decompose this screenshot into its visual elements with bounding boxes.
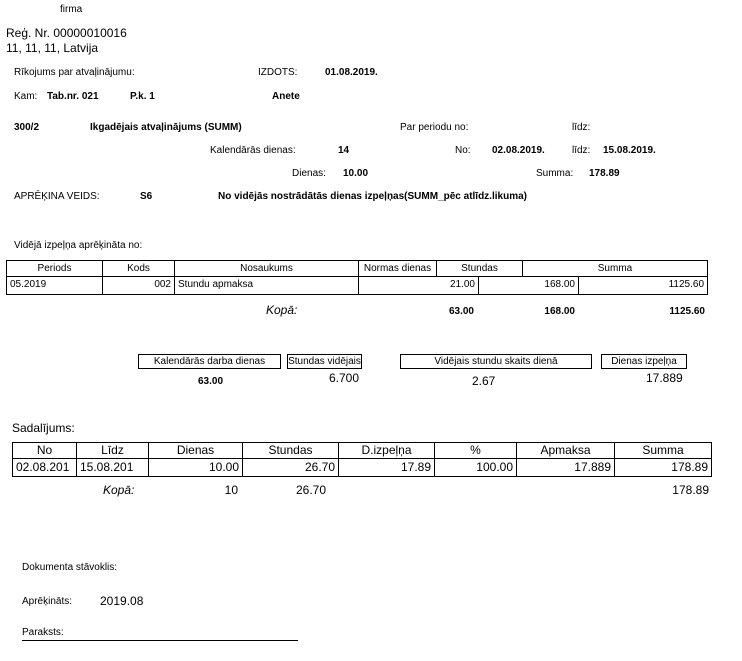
avg-cell-stundas: 168.00 [478, 277, 578, 295]
split-col-stundas: Stundas [242, 442, 338, 459]
reg-number: Reģ. Nr. 00000010016 [6, 26, 127, 40]
summary-hours-avg-header: Stundas vidējais [288, 356, 361, 367]
split-cell-dizpelna: 17.89 [338, 459, 434, 477]
split-col-summa: Summa [614, 442, 712, 459]
pk-number: P.k. 1 [130, 91, 155, 102]
summary-avg-hours-day-header: Vidējais stundu skaits dienā [400, 354, 592, 369]
vacation-type: Ikgadējais atvaļinājums (SUMM) [90, 122, 242, 133]
split-total-days: 10 [224, 483, 238, 497]
avg-total-summa: 1125.60 [669, 306, 705, 317]
calendar-days-value: 14 [338, 145, 350, 156]
split-title: Sadalījums: [12, 421, 75, 435]
to-date-label: līdz: [572, 145, 591, 156]
days-label: Dienas: [292, 168, 326, 179]
avg-total-normas: 63.00 [448, 306, 474, 317]
avg-cell-nosaukums: Stundu apmaksa [174, 277, 358, 295]
split-cell-stundas: 26.70 [242, 459, 338, 477]
split-cell-apmaksa: 17.889 [516, 459, 614, 477]
period-from-label: Par periodu no: [400, 122, 469, 133]
split-cell-lidz: 15.08.201 [76, 459, 148, 477]
period-to-label: līdz: [572, 122, 591, 133]
calendar-days-label: Kalendārās dienas: [210, 145, 296, 156]
to-label: Kam: [14, 91, 38, 102]
split-cell-summa: 178.89 [614, 459, 712, 477]
issued-label: IZDOTS: [258, 67, 298, 78]
split-col-apmaksa: Apmaksa [516, 442, 614, 459]
sum-value: 178.89 [589, 168, 620, 179]
summary-calendar-days-header: Kalendārās darba dienas [138, 354, 281, 369]
avg-cell-normas: 21.00 [358, 277, 478, 295]
avg-total-stundas: 168.00 [544, 306, 575, 317]
calculated-label: Aprēķināts: [22, 596, 73, 607]
split-col-dizpelna: D.izpeļņa [338, 442, 434, 459]
split-col-lidz: Līdz [76, 442, 148, 459]
avg-col-kods: Kods [102, 260, 174, 277]
calc-type-code: S6 [140, 191, 153, 202]
issued-date: 01.08.2019. [325, 67, 378, 78]
signature-line [22, 640, 298, 641]
avg-cell-summa: 1125.60 [578, 277, 708, 295]
calc-type-desc: No vidējās nostrādātās dienas izpeļņas(SUMM_pēc atlīdz.likuma) [218, 191, 527, 202]
avg-title: Vidējā izpeļņa aprēķināta no: [14, 240, 143, 251]
avg-total-label: Kopā: [266, 303, 298, 317]
calculated-value: 2019.08 [100, 594, 144, 608]
summary-calendar-days-value: 63.00 [198, 376, 224, 387]
summary-day-earnings-header: Dienas izpeļņa [601, 354, 687, 369]
split-col-dienas: Dienas [148, 442, 242, 459]
tab-number: Tab.nr. 021 [47, 91, 99, 102]
to-date: 15.08.2019. [603, 145, 656, 156]
order-label: Rīkojums par atvaļinājumu: [14, 67, 135, 78]
split-cell-percent: 100.00 [434, 459, 516, 477]
vacation-code: 300/2 [14, 122, 40, 133]
avg-col-stundas: Stundas [436, 260, 522, 277]
days-value: 10.00 [343, 168, 369, 179]
split-cell-no: 02.08.201 [12, 459, 76, 477]
avg-col-summa: Summa [522, 260, 708, 277]
summary-day-earnings-value: 17.889 [646, 371, 683, 385]
from-label: No: [455, 145, 471, 156]
sum-label: Summa: [536, 168, 574, 179]
avg-cell-period: 05.2019 [6, 277, 102, 295]
calc-type-label: APRĒĶINA VEIDS: [14, 191, 100, 202]
split-cell-dienas: 10.00 [148, 459, 242, 477]
avg-col-nosaukums: Nosaukums [174, 260, 358, 277]
summary-avg-hours-day-value: 2.67 [472, 374, 496, 388]
split-total-label: Kopā: [103, 483, 135, 497]
split-col-no: No [12, 442, 76, 459]
company-address: 11, 11, 11, Latvija [6, 41, 99, 55]
avg-col-normas-dienas: Normas dienas [358, 260, 436, 277]
doc-state-label: Dokumenta stāvoklis: [22, 562, 118, 573]
avg-col-periods: Periods [6, 260, 102, 277]
split-total-hours: 26.70 [296, 483, 327, 497]
company-name: firma [60, 4, 83, 15]
summary-hours-avg-value: 6.700 [329, 371, 360, 385]
split-col-percent: % [434, 442, 516, 459]
signature-label: Paraksts: [22, 627, 64, 638]
split-total-sum: 178.89 [672, 483, 709, 497]
from-date: 02.08.2019. [492, 145, 545, 156]
avg-cell-kods: 002 [102, 277, 174, 295]
employee-name: Anete [272, 91, 300, 102]
